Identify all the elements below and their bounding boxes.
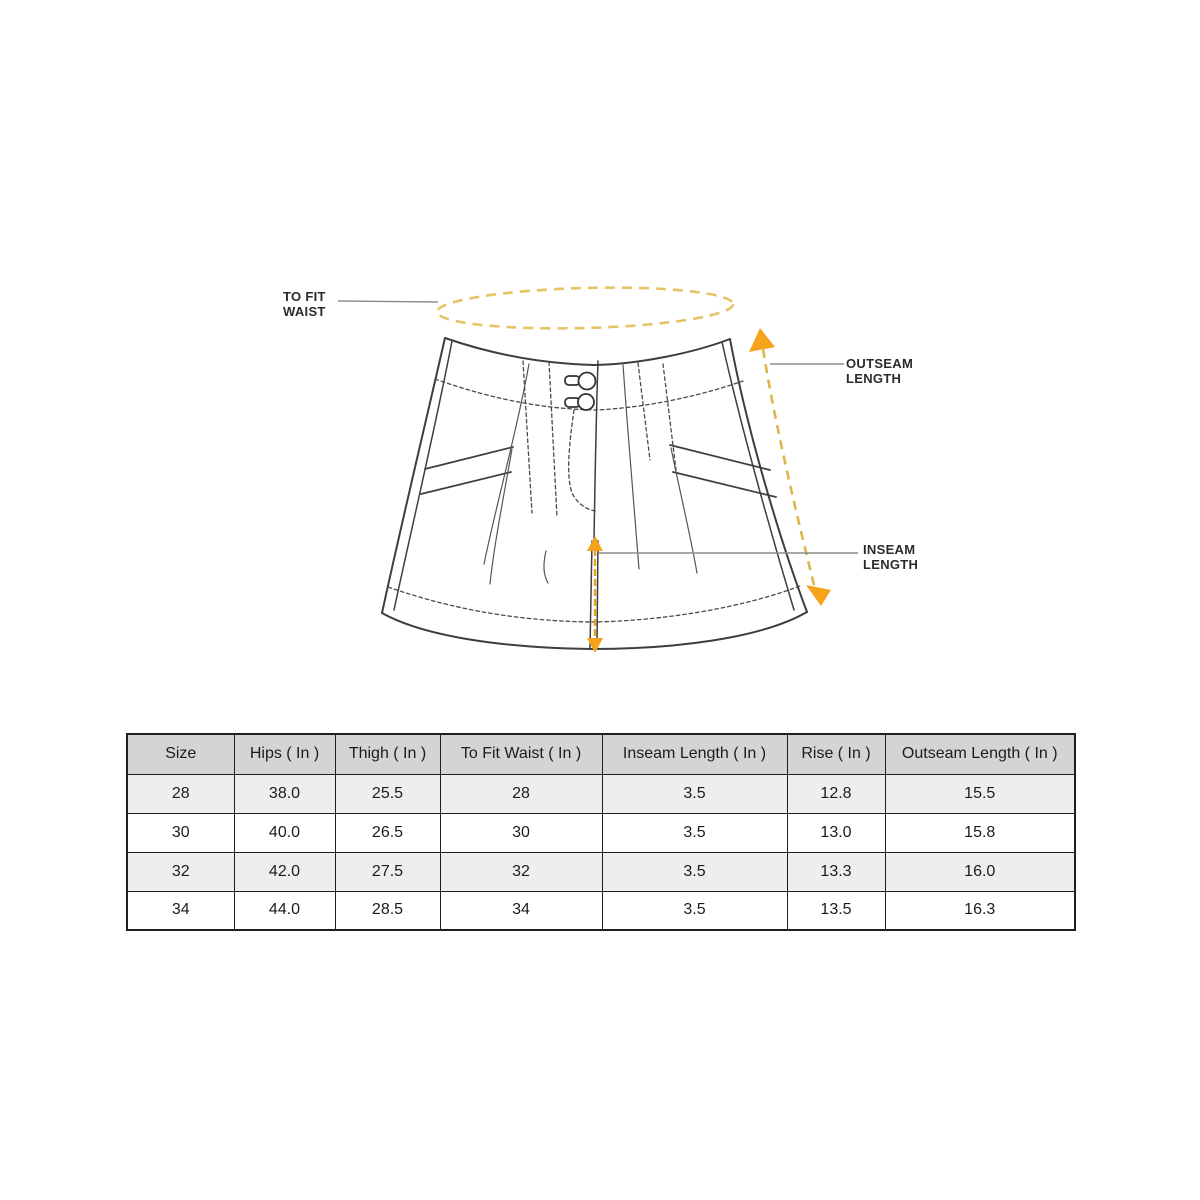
cell: 30	[127, 813, 234, 852]
pocket-welts	[421, 445, 776, 497]
cell: 32	[440, 852, 602, 891]
table-row-size-30	[127, 813, 1075, 852]
outseam-length-label-line1: OUTSEAM	[846, 356, 914, 371]
cell: 15.5	[885, 774, 1075, 813]
cell: 26.5	[335, 813, 440, 852]
cell: 3.5	[602, 891, 787, 930]
cell: 16.3	[885, 891, 1075, 930]
column-header-size: Size	[127, 734, 234, 774]
inseam-length-label-line1: INSEAM	[863, 542, 916, 557]
leader-lines	[338, 301, 858, 553]
to-fit-waist-label-line2: WAIST	[283, 304, 326, 319]
cell: 3.5	[602, 852, 787, 891]
header-row	[127, 734, 1075, 774]
button-top	[579, 373, 596, 390]
outseam-length-label-line2: LENGTH	[846, 371, 902, 386]
inseam-length-label-line2: LENGTH	[863, 557, 919, 572]
cell: 3.5	[602, 813, 787, 852]
table-row-size-28	[127, 774, 1075, 813]
cell: 16.0	[885, 852, 1075, 891]
to-fit-waist-leader	[338, 301, 438, 302]
cell: 12.8	[787, 774, 885, 813]
to-fit-waist-label	[283, 289, 326, 319]
cell: 25.5	[335, 774, 440, 813]
cell: 13.0	[787, 813, 885, 852]
column-header-to-fit-waist: To Fit Waist ( In )	[440, 734, 602, 774]
cell: 28.5	[335, 891, 440, 930]
column-header-inseam-length: Inseam Length ( In )	[602, 734, 787, 774]
column-header-hips: Hips ( In )	[234, 734, 335, 774]
size-chart-table	[126, 733, 1076, 931]
column-header-rise: Rise ( In )	[787, 734, 885, 774]
waistband-buttons	[565, 373, 596, 411]
outseam-length-label	[846, 356, 913, 386]
cell: 34	[440, 891, 602, 930]
cell: 44.0	[234, 891, 335, 930]
cell: 13.3	[787, 852, 885, 891]
cell: 32	[127, 852, 234, 891]
column-header-outseam-length: Outseam Length ( In )	[885, 734, 1075, 774]
cell: 34	[127, 891, 234, 930]
cell: 38.0	[234, 774, 335, 813]
outseam-arrowhead-bottom	[806, 585, 831, 606]
cell: 30	[440, 813, 602, 852]
inseam-arrowhead-top	[587, 536, 603, 551]
cell: 13.5	[787, 891, 885, 930]
table-row-size-34	[127, 891, 1075, 930]
to-fit-waist-label-line1: TO FIT	[283, 289, 326, 304]
cell: 42.0	[234, 852, 335, 891]
outseam-arrowhead-top	[749, 328, 775, 352]
cell: 27.5	[335, 852, 440, 891]
column-header-thigh: Thigh ( In )	[335, 734, 440, 774]
inseam-length-label	[863, 542, 918, 572]
cell: 15.8	[885, 813, 1075, 852]
cell: 3.5	[602, 774, 787, 813]
cell: 40.0	[234, 813, 335, 852]
cell: 28	[440, 774, 602, 813]
table-row-size-32	[127, 852, 1075, 891]
button-bottom	[578, 394, 594, 410]
cell: 28	[127, 774, 234, 813]
waist-measure-ellipse	[437, 284, 734, 332]
